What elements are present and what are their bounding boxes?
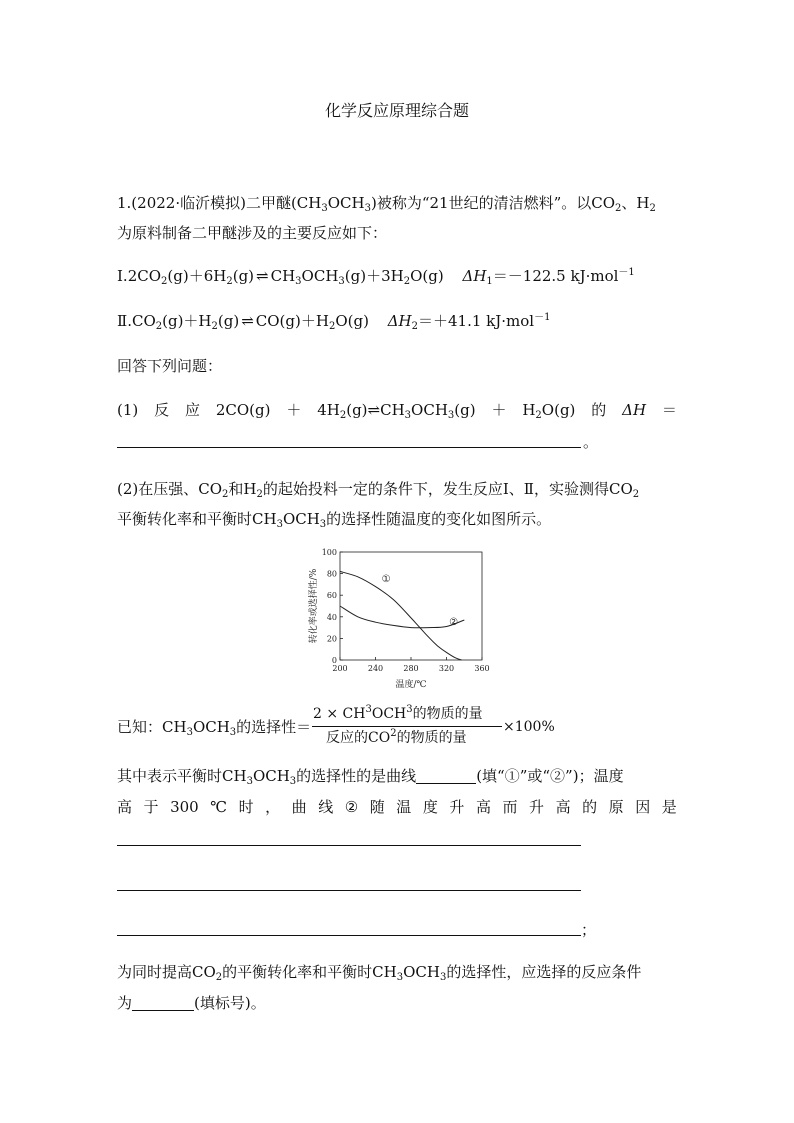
reason-prompt-word: 升: [529, 798, 545, 816]
x-tick-label: 360: [474, 664, 490, 673]
answer-prompt: 回答下列问题：: [117, 357, 223, 375]
reaction-2: $Ⅱ.CO_2(g)+H_2(g)$ ⇌ $CO(g)+H_2O(g)$ $\Delta H_2=+41.1$ kJ·mol$^{-1}$: [117, 312, 551, 332]
x-axis-label: 温度/℃: [395, 680, 427, 690]
reason-blank-3[interactable]: [117, 935, 581, 936]
series-line-2: [340, 606, 464, 628]
series-label-1: ①: [381, 574, 391, 585]
reason-prompt-word: 升: [449, 798, 465, 816]
question-intro-line2: 为原料制备二甲醚涉及的主要反应如下：: [117, 224, 388, 242]
equilibrium-arrow: ⇌: [241, 312, 254, 330]
fraction-bar: [312, 726, 502, 727]
series-label-2: ②: [449, 617, 459, 629]
reason-semicolon: ；: [581, 921, 597, 939]
y-tick-label: 80: [326, 569, 337, 579]
part1-question: (1) 反 应 2CO(g) ＋ $4H_2(g)\rightleftharpoons CH_3OCH_3(g)$ ＋ $H_2O(g)$ 的 ΔH ＝: [117, 401, 677, 421]
x-tick-label: 240: [367, 664, 384, 673]
known-lead: 已知：$CH_3OCH_3$的选择性＝: [117, 718, 312, 738]
curve-question-line1: 其中表示平衡时$CH_3OCH_3$的选择性的是曲线 (填“①”或“②”)；温度: [117, 767, 624, 787]
part2-line2: 平衡转化率和平衡时$CH_3OCH_3$的选择性随温度的变化如图所示。: [117, 510, 552, 530]
part1-answer-blank[interactable]: [117, 447, 581, 448]
reaction-1: $Ⅰ.2CO_2(g)+6H_2(g)$ ⇌ $CH_3OCH_3(g)+3H_2O(g)$ $\Delta H_1=-122.5$ kJ·mol$^{-1}$: [117, 267, 635, 287]
reason-prompt-word: 时: [238, 798, 254, 816]
reason-prompt-word: ℃: [210, 798, 228, 816]
y-tick-label: 100: [321, 548, 337, 557]
reason-prompt-word: 300: [170, 798, 199, 816]
reason-prompt-word: 是: [661, 798, 677, 816]
reason-prompt-word: 高: [555, 798, 571, 816]
plot-frame: [340, 552, 482, 660]
chart-labels: [382, 574, 458, 628]
fraction-denominator: 反应的$CO^2$的物质的量: [326, 728, 467, 746]
condition-question-line1: 为同时提高$CO_2$的平衡转化率和平衡时$CH_3OCH_3$的选择性，应选择的反应条件: [117, 963, 642, 983]
reason-blank-2[interactable]: [117, 890, 581, 891]
reason-prompt-word: 曲: [291, 798, 307, 816]
reason-prompt-word: 而: [502, 798, 518, 816]
chart-axes: [307, 548, 490, 690]
reason-prompt-word: 线: [318, 798, 334, 816]
part2-line1: (2)在压强、$CO_2$和$H_2$的起始投料一定的条件下，发生反应Ⅰ、Ⅱ，实验测得$CO_2$: [117, 480, 640, 500]
series-line-1: [340, 571, 462, 660]
reason-prompt-word: 随: [369, 798, 385, 816]
x-tick-label: 320: [438, 664, 455, 673]
reason-prompt-word: ，: [265, 798, 281, 816]
x-tick-label: 200: [332, 664, 348, 673]
reason-blank-1[interactable]: [117, 845, 581, 846]
equilibrium-arrow: ⇌: [256, 267, 269, 285]
reason-prompt-word: 度: [422, 798, 438, 816]
question-intro-line1: 1.(2022·临沂模拟)二甲醚$(CH_3OCH_3)$被称为“21世纪的清洁燃料”。以$CO_2$、$H_2$: [117, 194, 656, 214]
reason-prompt-word: 高: [475, 798, 491, 816]
y-axis-label: 转化率或选择性/%: [309, 568, 319, 644]
curve-question-line2: [117, 797, 677, 817]
y-tick-label: 40: [326, 612, 337, 622]
condition-question-line2: 为 (填标号)。: [117, 994, 266, 1012]
y-tick-label: 0: [331, 656, 337, 665]
chart-series: [340, 571, 464, 660]
y-tick-label: 60: [326, 591, 337, 601]
fraction-numerator: $2 \times CH^3OCH^3$的物质的量: [313, 704, 483, 722]
condition-answer-blank[interactable]: [132, 994, 194, 1011]
curve-answer-blank[interactable]: [416, 767, 476, 784]
y-tick-label: 20: [326, 634, 337, 644]
page-title: 化学反应原理综合题: [324, 101, 469, 120]
reason-prompt-word: ②: [344, 798, 359, 816]
part1-period: 。: [583, 433, 599, 451]
fraction-times: ×100%: [503, 719, 555, 735]
reason-prompt-word: 因: [635, 798, 651, 816]
x-tick-label: 280: [403, 664, 419, 673]
temperature-chart: [295, 543, 495, 691]
reason-prompt-word: 于: [143, 798, 159, 816]
reason-prompt-word: 高: [117, 798, 133, 816]
reason-prompt-word: 原: [608, 798, 624, 816]
reason-prompt-word: 的: [582, 798, 598, 816]
reason-prompt-word: 温: [396, 798, 412, 816]
